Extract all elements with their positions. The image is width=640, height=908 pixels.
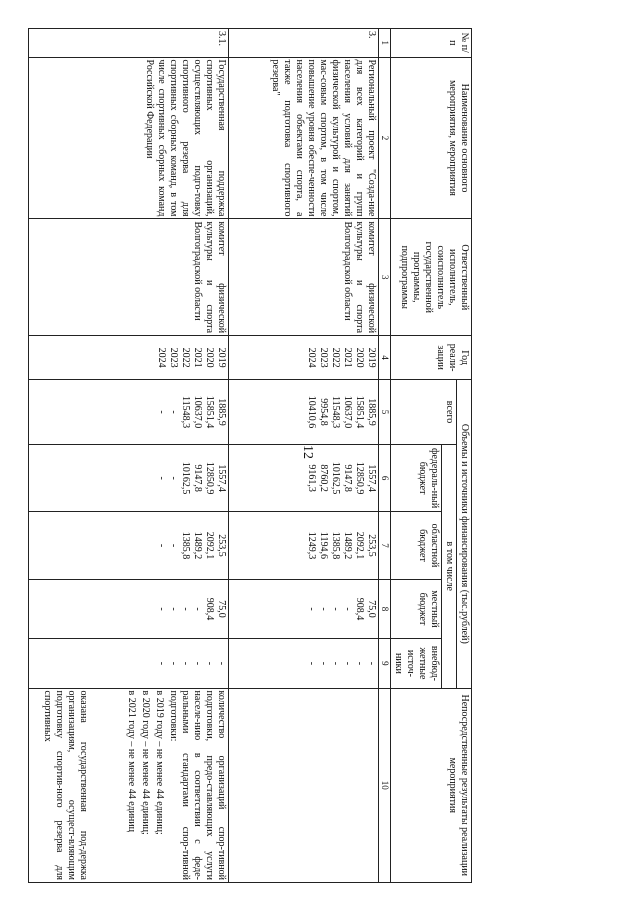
extra-value: - xyxy=(330,661,342,666)
total-value: 10637,0 xyxy=(342,395,354,429)
extra-value: - xyxy=(216,661,228,666)
local-value: - xyxy=(180,607,192,611)
header-funding: Объемы и источники финансирования (тыс.рублей) xyxy=(457,380,472,688)
regional-value: 253,5 xyxy=(216,534,228,557)
regional-value: 1489,2 xyxy=(192,531,204,560)
regional-value: 1249,3 xyxy=(306,531,318,560)
local-value: 908,4 xyxy=(204,597,216,621)
local-value: - xyxy=(318,607,330,611)
regional-value: - xyxy=(156,543,168,548)
result-paragraph: в 2021 году – не менее 44 единиц xyxy=(126,690,138,832)
col-number: 10 xyxy=(379,688,391,882)
years-value: 2019 xyxy=(366,347,378,368)
regional-value: 2092,1 xyxy=(354,531,366,560)
years-value: 2021 xyxy=(192,347,204,368)
years-value: 2020 xyxy=(354,347,366,368)
row-number: 3. xyxy=(229,29,379,58)
extra-value: - xyxy=(366,661,378,666)
col-number: 2 xyxy=(379,57,391,219)
regional-value: 2092,1 xyxy=(204,531,216,560)
col-number: 9 xyxy=(379,639,391,688)
total-value: 15851,4 xyxy=(354,395,366,429)
row-regional xyxy=(229,512,379,579)
row-regional xyxy=(29,512,229,579)
col-number: 8 xyxy=(379,579,391,639)
row-results xyxy=(29,688,229,882)
local-value: 75,0 xyxy=(366,600,378,618)
result-paragraph: количество организаций спор-тивной подготовки, предо-ставляющих услуги населе-нию в соответствии с феде-ральными стандартами спор-тивной подготовки: xyxy=(168,690,228,880)
federal-value: 10162,5 xyxy=(180,461,192,495)
federal-value: - xyxy=(156,476,168,480)
row-federal xyxy=(229,444,379,511)
col-number: 3 xyxy=(379,219,391,336)
years-value: 2024 xyxy=(156,347,168,368)
federal-value: 9147,8 xyxy=(192,464,204,492)
years-value: 2024 xyxy=(306,347,318,368)
total-value: 1885,9 xyxy=(216,398,228,426)
years-value: 2023 xyxy=(168,347,180,368)
extra-value: - xyxy=(342,661,354,666)
local-value: - xyxy=(306,607,318,611)
total-value: 15851,4 xyxy=(204,395,216,429)
row-executor: комитет физической культуры и спорта Волгоградской области xyxy=(29,219,229,336)
federal-value: 10162,5 xyxy=(330,461,342,495)
result-paragraph xyxy=(99,691,115,880)
header-row-1 xyxy=(457,29,472,883)
col-number: 5 xyxy=(379,380,391,445)
row-extra xyxy=(229,639,379,688)
col-number: 1 xyxy=(379,29,391,58)
header-name: Наименование основного мероприятия, мероприятия xyxy=(391,57,472,219)
header-results: Непосредственные результаты реализации мероприятия xyxy=(391,688,472,882)
rotated-table-wrapper xyxy=(32,28,472,908)
extra-value: - xyxy=(192,661,204,666)
regional-value: 1194,6 xyxy=(318,531,330,560)
row-results xyxy=(229,688,379,882)
header-in-that: в том числе xyxy=(442,444,457,688)
header-year: Год реали-зации xyxy=(391,336,472,380)
total-value: 11548,3 xyxy=(330,395,342,429)
row-total xyxy=(229,380,379,445)
result-paragraph: в 2019 году – не менее 44 единиц; xyxy=(154,690,166,835)
local-value: - xyxy=(342,607,354,611)
federal-value: 8760,2 xyxy=(318,464,330,492)
federal-value: 12850,9 xyxy=(204,461,216,495)
row-local xyxy=(29,579,229,639)
regional-value: 1489,2 xyxy=(342,531,354,560)
regional-value: - xyxy=(168,543,180,548)
regional-value: 253,5 xyxy=(366,534,378,557)
extra-value: - xyxy=(168,661,180,666)
extra-value: - xyxy=(318,661,330,666)
extra-value: - xyxy=(156,661,168,666)
federal-value: - xyxy=(168,476,180,480)
years-value: 2022 xyxy=(330,347,342,368)
table-row xyxy=(29,29,229,883)
federal-value: 9161,3 xyxy=(306,464,318,492)
extra-value: - xyxy=(306,661,318,666)
row-name: Государственная поддержка спортивных организаций, осуществляющих подго-товку спортивного резерва для спортивных сборных команд, в том числе спортивных сборных команд Российской Федерации xyxy=(29,57,229,219)
header-num: № п/п xyxy=(391,29,472,58)
row-total xyxy=(29,380,229,445)
table-body xyxy=(29,29,379,883)
local-value: - xyxy=(168,607,180,611)
total-value: 1885,9 xyxy=(366,398,378,426)
regional-value: 1385,8 xyxy=(330,531,342,560)
result-paragraph: оказана государственная под-держка организациям, осущест-вляющим подготовку спортив-ного резерва для спортивных xyxy=(42,690,90,880)
row-federal xyxy=(29,444,229,511)
total-value: 9954,8 xyxy=(318,398,330,426)
col-number: 7 xyxy=(379,512,391,579)
extra-value: - xyxy=(204,661,216,666)
col-number: 6 xyxy=(379,444,391,511)
row-local xyxy=(229,579,379,639)
result-paragraph: в 2020 году – не менее 44 единиц; xyxy=(140,690,152,835)
total-value: - xyxy=(156,410,168,414)
extra-value: - xyxy=(180,661,192,666)
extra-value: - xyxy=(354,661,366,666)
federal-value: 9147,8 xyxy=(342,464,354,492)
table-row xyxy=(229,29,379,883)
page-number: 12 xyxy=(300,445,315,459)
row-extra xyxy=(29,639,229,688)
header-total: всего xyxy=(391,380,457,445)
federal-value: 1557,4 xyxy=(216,464,228,492)
row-number: 3.1. xyxy=(29,29,229,58)
col-number: 4 xyxy=(379,336,391,380)
years-value: 2020 xyxy=(204,347,216,368)
row-executor: комитет физической культуры и спорта Волгоградской области xyxy=(229,219,379,336)
total-value: - xyxy=(168,410,180,414)
program-table xyxy=(28,28,472,883)
row-years xyxy=(29,336,229,380)
years-value: 2022 xyxy=(180,347,192,368)
header-local: местный бюджет xyxy=(391,579,442,639)
total-value: 10410,6 xyxy=(306,395,318,429)
years-value: 2023 xyxy=(318,347,330,368)
federal-value: 1557,4 xyxy=(366,464,378,492)
years-value: 2021 xyxy=(342,347,354,368)
header-executor: Ответственный исполнитель, соисполнитель государственной программы, подпрограммы xyxy=(391,219,472,336)
local-value: 75,0 xyxy=(216,600,228,618)
local-value: - xyxy=(330,607,342,611)
row-name: Региональный проект "Созда-ние для всех категорий и групп населения условий для занятий физической культурой и спортом, мас-совым спортом, в том числе повышение уровня обеспе-ченности населения объектами спорта, а также подготовка спортивного резерва" xyxy=(229,57,379,219)
local-value: - xyxy=(192,607,204,611)
total-value: 11548,3 xyxy=(180,395,192,429)
federal-value: 12850,9 xyxy=(354,461,366,495)
header-regional: областной бюджет xyxy=(391,512,442,579)
header-federal: федераль-ный бюджет xyxy=(391,444,442,511)
header-numbers-row xyxy=(379,29,391,883)
header-extra: внебюд-жетные источ-ники xyxy=(391,639,442,688)
total-value: 10637,0 xyxy=(192,395,204,429)
regional-value: 1385,8 xyxy=(180,531,192,560)
local-value: 908,4 xyxy=(354,597,366,621)
local-value: - xyxy=(156,607,168,611)
row-years xyxy=(229,336,379,380)
years-value: 2019 xyxy=(216,347,228,368)
